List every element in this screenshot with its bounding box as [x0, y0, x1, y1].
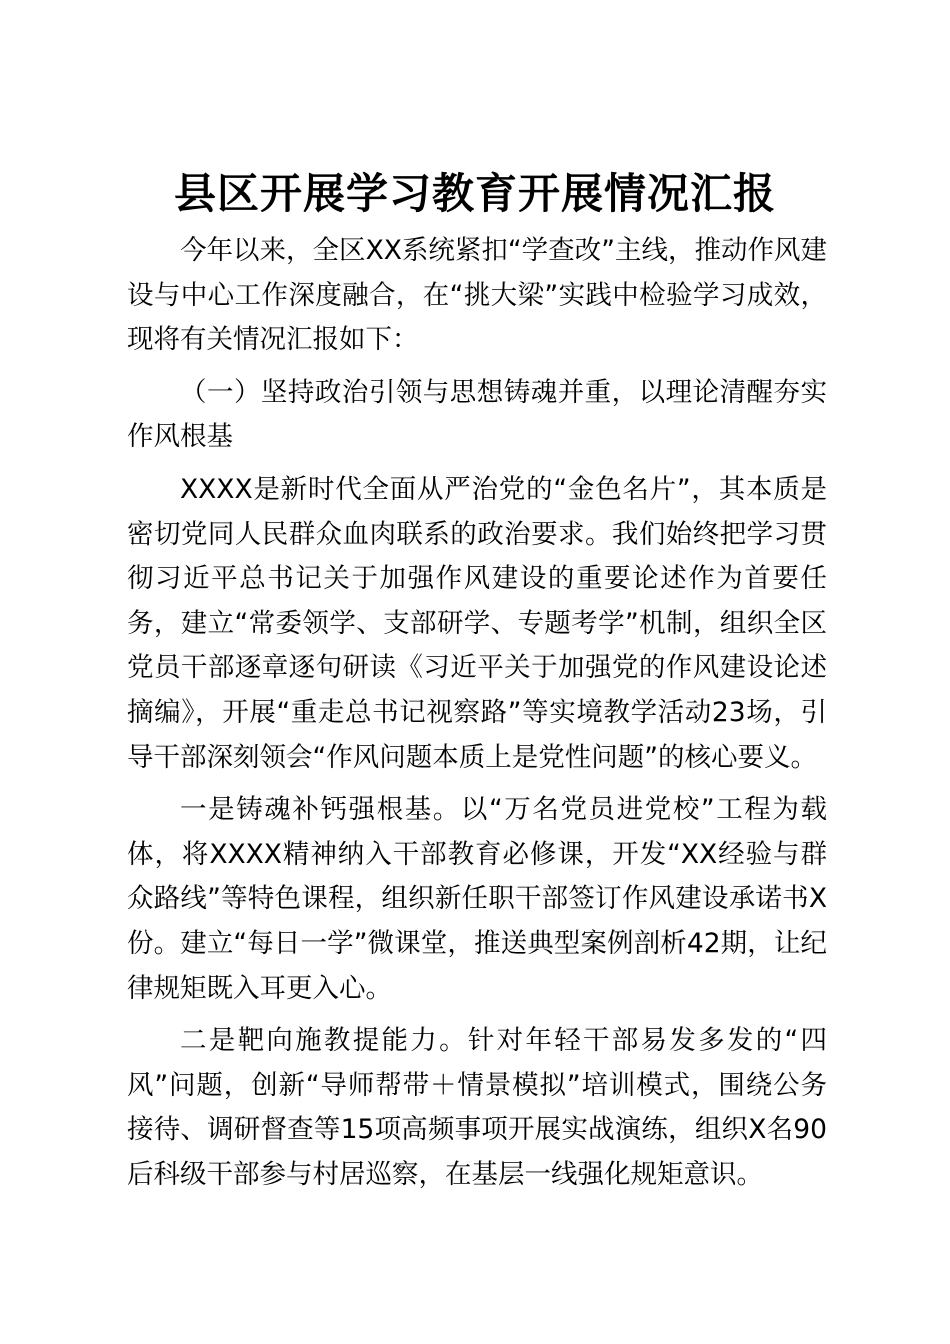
intro-paragraph: 今年以来，全区XX系统紧扣“学查改”主线，推动作风建设与中心工作深度融合，在“挑大梁”实践中检验学习成效，现将有关情况汇报如下： — [127, 235, 827, 356]
document-title: 县区开展学习教育开展情况汇报 — [173, 169, 776, 218]
section-heading: （一）坚持政治引领与思想铸魂并重，以理论清醒夯实作风根基 — [127, 376, 827, 453]
paragraph-gap — [127, 1011, 827, 1019]
body-paragraph: 二是靶向施教提能力。针对年轻干部易发多发的“四风”问题，创新“导师帮带＋情景模拟”培训模式，围绕公务接待、调研督查等15项高频事项开展实战演练，组织X名90后科级干部参与村居巡察，在基层一线强化规矩意识。 — [127, 1025, 827, 1190]
paragraph-gap — [127, 363, 827, 371]
paragraph-gap — [127, 780, 827, 788]
body-paragraph: XXXX是新时代全面从严治党的“金色名片”，其本质是密切党同人民群众血肉联系的政治要求。我们始终把学习贯彻习近平总书记关于加强作风建设的重要论述作为首要任务，建立“常委领学、支部研学、专题考学”机制，组织全区党员干部逐章逐句研读《习近平关于加强党的作风建设论述摘编》，开展“重走总书记视察路”等实境教学活动23场，引导干部深刻领会“作风问题本质上是党性问题”的核心要义。 — [127, 473, 827, 773]
body-paragraph: 一是铸魂补钙强根基。以“万名党员进党校”工程为载体，将XXXX精神纳入干部教育必修课，开发“XX经验与群众路线”等特色课程，组织新任职干部签订作风建设承诺书X份。建立“每日一学”微课堂，推送典型案例剖析42期，让纪律规矩既入耳更入心。 — [127, 794, 827, 1004]
document-body — [127, 229, 827, 1197]
paragraph-gap — [127, 460, 827, 468]
